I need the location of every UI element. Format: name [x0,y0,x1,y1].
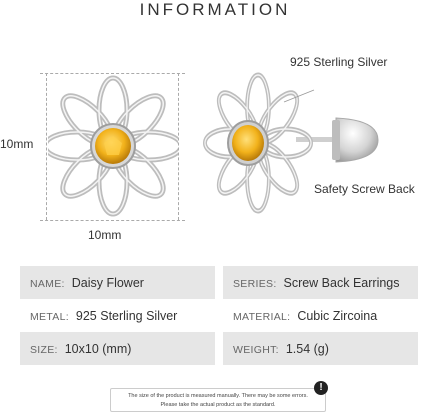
spec-label: NAME: [30,277,65,290]
spec-value: 1.54 (g) [285,341,329,356]
width-label: 10mm [88,228,122,242]
spec-gap [215,332,223,365]
spec-value: Screw Back Earrings [283,275,400,290]
page-title: INFORMATION [139,0,291,19]
spec-label: MATERIAL: [233,310,291,323]
spec-label: WEIGHT: [233,343,279,356]
daisy-earring-front-image [48,74,178,219]
spec-label: METAL: [30,310,69,323]
warning-icon: ! [314,381,328,395]
spec-row [20,332,418,365]
spec-cell-material [223,299,418,332]
spec-value: Daisy Flower [71,275,144,290]
disclaimer-line-1: The size of the product is measured manually. There may be some errors. [128,393,308,399]
spec-row [20,266,418,299]
spec-cell-size [20,332,215,365]
spec-cell-series [223,266,418,299]
spec-value: Cubic Zircoina [297,308,378,323]
disclaimer-box [110,388,326,412]
spec-table [20,266,418,365]
dimension-guide-bottom [40,220,185,221]
spec-cell-name [20,266,215,299]
back-callout: Safety Screw Back [314,182,415,196]
spec-value: 925 Sterling Silver [75,308,178,323]
spec-row [20,299,418,332]
spec-cell-metal [20,299,215,332]
spec-gap [215,266,223,299]
material-callout: 925 Sterling Silver [290,55,388,69]
height-label: 10mm [0,137,34,151]
spec-gap [215,299,223,332]
spec-value: 10x10 (mm) [64,341,132,356]
spec-label: SERIES: [233,277,277,290]
disclaimer-line-2: Please take the actual product as the standard. [160,402,276,408]
spec-cell-weight [223,332,418,365]
spec-label: SIZE: [30,343,58,356]
